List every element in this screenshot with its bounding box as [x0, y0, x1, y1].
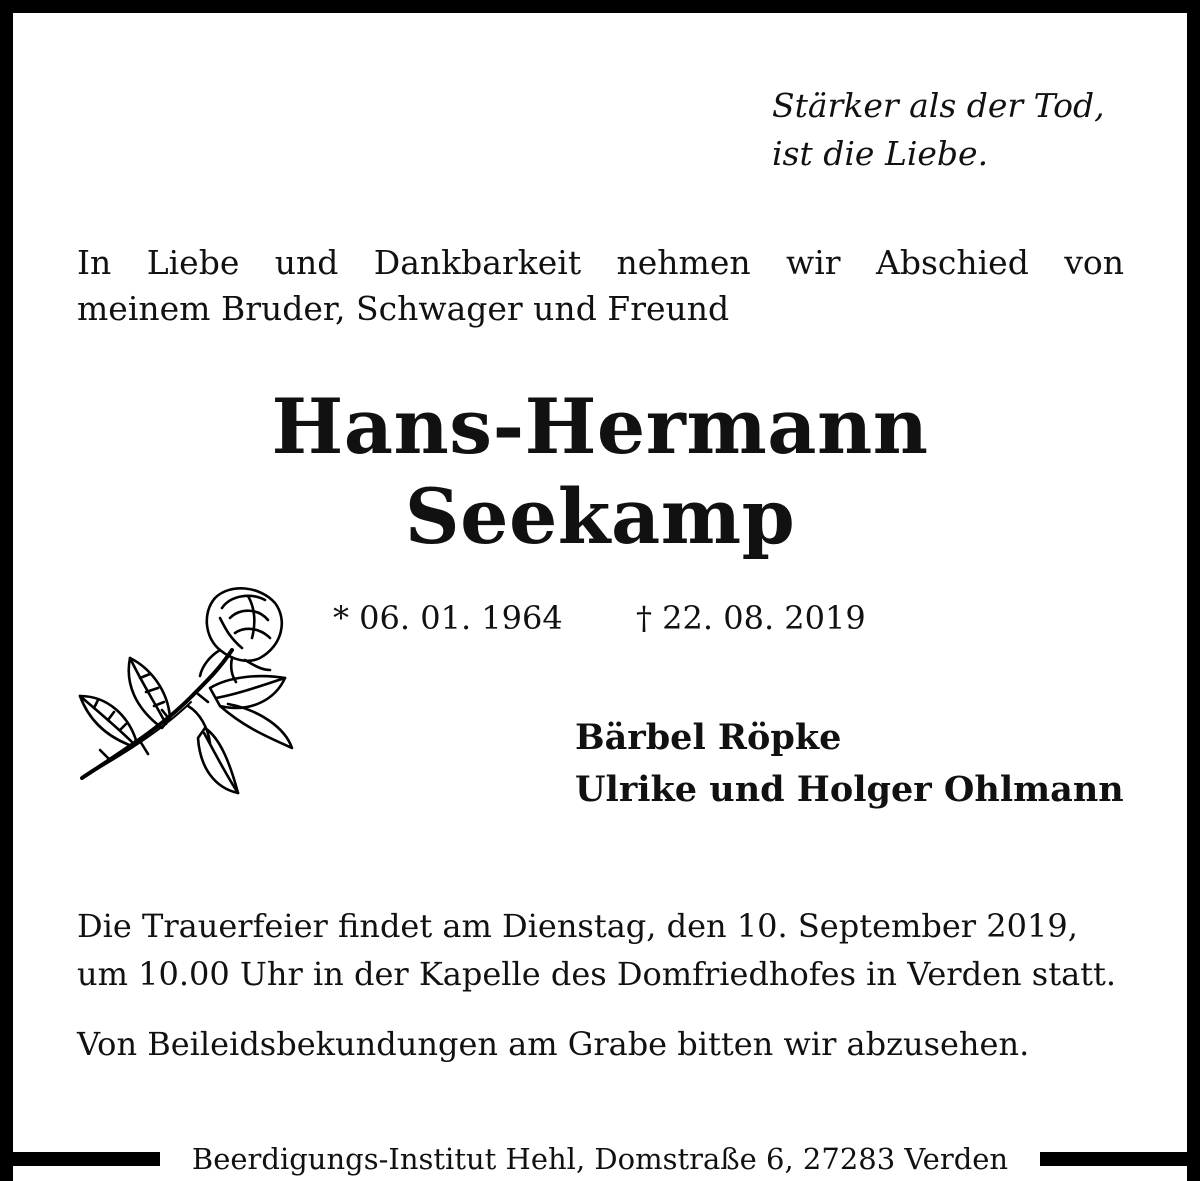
deceased-name — [0, 382, 1200, 562]
ceremony-line-2: um 10.00 Uhr in der Kapelle des Domfriedhofes in Verden statt. — [77, 955, 1117, 993]
intro-line-1: In Liebe und Dankbarkeit nehmen wir Abschied von — [77, 243, 1124, 282]
rose-icon — [70, 578, 300, 808]
last-name: Seekamp — [404, 472, 796, 561]
motto-line-1: Stärker als der Tod, — [772, 86, 1105, 125]
family-line-2: Ulrike und Holger Ohlmann — [575, 769, 1124, 810]
death-date: † 22. 08. 2019 — [636, 599, 866, 637]
ceremony-info — [77, 902, 1116, 998]
intro-text — [77, 240, 1124, 332]
ceremony-line-1: Die Trauerfeier findet am Dienstag, den 10. September 2019, — [77, 907, 1078, 945]
funeral-home-footer: Beerdigungs-Institut Hehl, Domstraße 6, 27283 Verden — [191, 1142, 1009, 1176]
family-line-1: Bärbel Röpke — [575, 717, 842, 758]
first-name: Hans-Hermann — [271, 382, 929, 471]
family-signatures — [575, 712, 1124, 816]
condolence-note: Von Beileidsbekundungen am Grabe bitten wir abzusehen. — [77, 1025, 1030, 1063]
birth-date: * 06. 01. 1964 — [333, 599, 563, 637]
motto — [772, 82, 1105, 178]
motto-line-2: ist die Liebe. — [772, 134, 989, 173]
intro-line-2: meinem Bruder, Schwager und Freund — [77, 289, 730, 328]
